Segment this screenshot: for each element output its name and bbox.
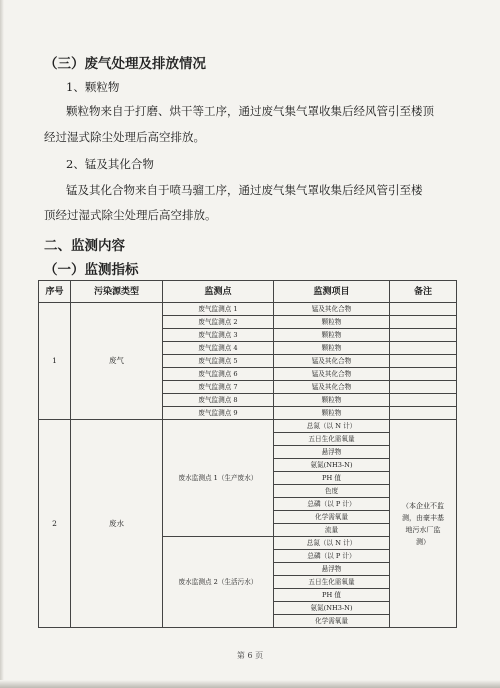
monitoring-item: 氨氮(NH3-N)	[274, 459, 390, 472]
table-row	[39, 420, 457, 433]
monitoring-point: 废气监测点 8	[163, 394, 274, 407]
remark-cell	[390, 316, 457, 329]
monitoring-point: 废气监测点 5	[163, 355, 274, 368]
monitoring-item: 总磷（以 P 计）	[274, 550, 390, 563]
paragraph-line: 颗粒物来自于打磨、烘干等工序，通过废气集气罩收集后经风管引至楼顶	[66, 104, 434, 118]
monitoring-point: 废气监测点 3	[163, 329, 274, 342]
monitoring-point: 废水监测点 1（生产废水）	[163, 420, 274, 537]
monitoring-item: 五日生化需氧量	[274, 433, 390, 446]
paragraph-line: 经过湿式除尘处理后高空排放。	[44, 130, 205, 144]
section-heading-monitoring: 二、监测内容	[44, 238, 125, 254]
subsection-heading-indicators: （一）监测指标	[44, 262, 139, 278]
monitoring-item: 总氮（以 N 计）	[274, 420, 390, 433]
monitoring-item: 颗粒物	[274, 407, 390, 420]
page-edge	[0, 0, 4, 688]
paragraph-line: 锰及其化合物来自于喷马骝工序，通过废气集气罩收集后经风管引至楼	[66, 183, 423, 197]
page-number: 第 6 页	[236, 651, 264, 660]
monitoring-item: PH 值	[274, 472, 390, 485]
table-header-row	[39, 281, 457, 303]
remark-line: （本企业不监	[402, 501, 444, 510]
monitoring-item: 悬浮物	[274, 446, 390, 459]
monitoring-item: 颗粒物	[274, 394, 390, 407]
monitoring-item: 锰及其化合物	[274, 355, 390, 368]
remark-cell	[390, 342, 457, 355]
monitoring-item: 总磷（以 P 计）	[274, 498, 390, 511]
source-type: 废水	[71, 420, 163, 628]
monitoring-item: 悬浮物	[274, 563, 390, 576]
monitoring-item: 锰及其化合物	[274, 368, 390, 381]
monitoring-point: 废气监测点 7	[163, 381, 274, 394]
header-cell: 监测项目	[274, 281, 390, 303]
remark-cell	[390, 394, 457, 407]
table-row	[39, 303, 457, 316]
monitoring-item: PH 值	[274, 589, 390, 602]
row-number: 1	[39, 303, 71, 420]
monitoring-item: 氨氮(NH3-N)	[274, 602, 390, 615]
monitoring-point: 废气监测点 6	[163, 368, 274, 381]
monitoring-point: 废气监测点 4	[163, 342, 274, 355]
monitoring-item: 色度	[274, 485, 390, 498]
remark-cell	[390, 368, 457, 381]
monitoring-item: 总氮（以 N 计）	[274, 537, 390, 550]
monitoring-item: 锰及其化合物	[274, 381, 390, 394]
monitoring-item: 锰及其化合物	[274, 303, 390, 316]
monitoring-point: 废水监测点 2（生活污水）	[163, 537, 274, 628]
paragraph-line: 顶经过湿式除尘处理后高空排放。	[44, 208, 217, 222]
header-cell: 污染源类型	[71, 281, 163, 303]
monitoring-point: 废气监测点 9	[163, 407, 274, 420]
header-cell: 监测点	[163, 281, 274, 303]
monitoring-point: 废气监测点 1	[163, 303, 274, 316]
monitoring-item: 颗粒物	[274, 342, 390, 355]
source-type: 废气	[71, 303, 163, 420]
subsection-title-particulate: 1、颗粒物	[66, 80, 120, 94]
monitoring-item: 颗粒物	[274, 316, 390, 329]
monitoring-item: 化学需氧量	[274, 511, 390, 524]
monitoring-item: 颗粒物	[274, 329, 390, 342]
row-number: 2	[39, 420, 71, 628]
monitoring-item: 化学需氧量	[274, 615, 390, 628]
remark-line: 地污水厂监	[405, 525, 441, 534]
section-heading-waste-gas: （三）废气处理及排放情况	[44, 56, 206, 72]
monitoring-item: 流量	[274, 524, 390, 537]
header-cell: 序号	[39, 281, 71, 303]
monitoring-table	[38, 280, 457, 628]
remark-cell	[390, 381, 457, 394]
monitoring-point: 废气监测点 2	[163, 316, 274, 329]
remark-cell	[390, 407, 457, 420]
header-cell: 备注	[390, 281, 457, 303]
remark-cell	[390, 329, 457, 342]
remark-cell	[390, 355, 457, 368]
monitoring-item: 五日生化需氧量	[274, 576, 390, 589]
subsection-title-manganese: 2、锰及其化合物	[66, 157, 154, 171]
page-edge-bottom	[0, 680, 500, 688]
remark-line: 测，由豪丰基	[402, 513, 444, 522]
remark-line: 测）	[416, 537, 430, 546]
remark-cell	[390, 420, 457, 628]
remark-cell	[390, 303, 457, 316]
